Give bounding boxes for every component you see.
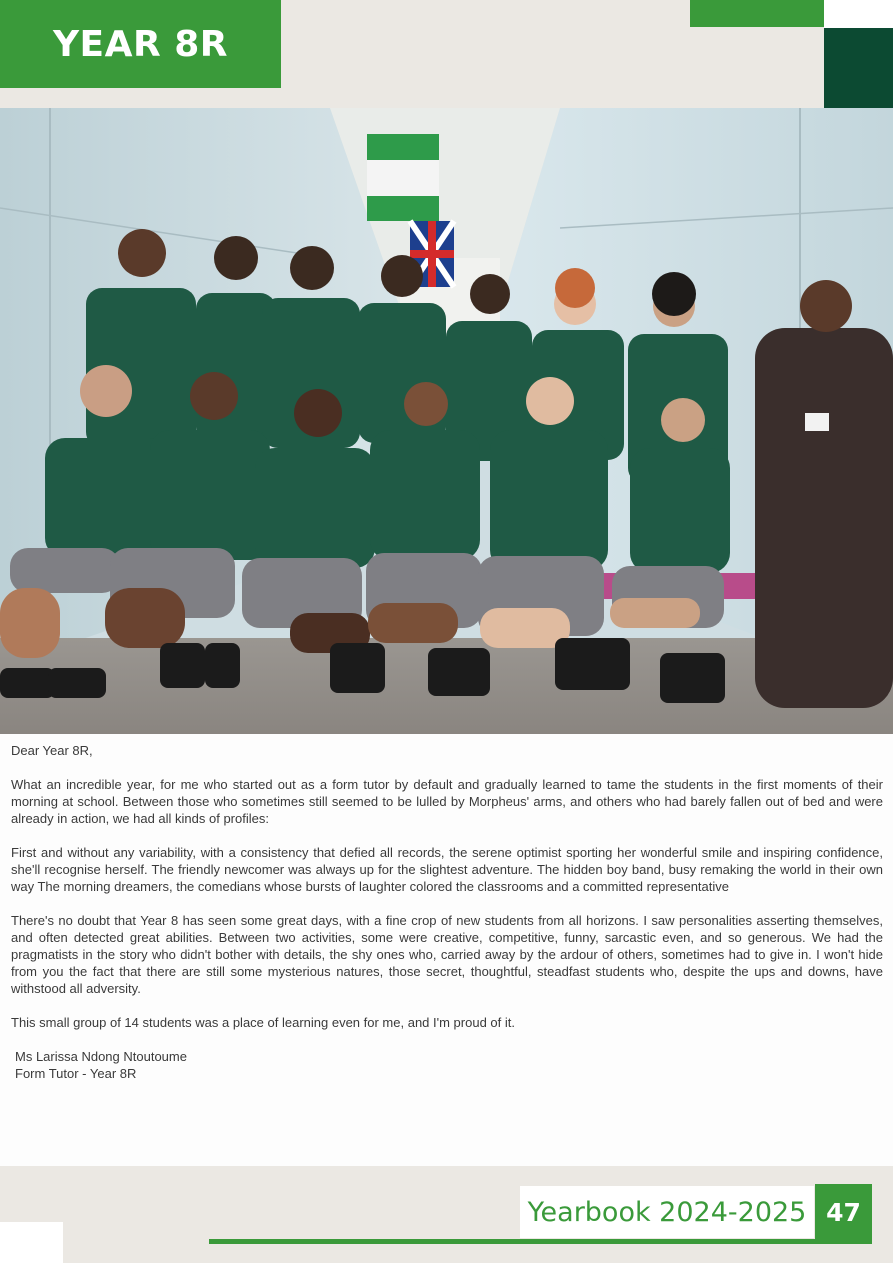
decorative-bar bbox=[690, 0, 824, 27]
letter-body bbox=[11, 742, 883, 1082]
page-title: YEAR 8R bbox=[0, 0, 281, 88]
letter-paragraph: What an incredible year, for me who started out as a form tutor by default and gradually learned to tame the students in the first moments of their morning at school. Between those who sometimes still seemed to be lulled by Morpheus' arms, and others who had barely fallen out of bed and were already in action, we had all kinds of profiles: bbox=[11, 777, 883, 826]
page-number: 47 bbox=[815, 1184, 872, 1240]
decorative-block bbox=[824, 0, 893, 28]
signature-block bbox=[11, 1048, 883, 1082]
class-photo bbox=[0, 108, 893, 734]
footer-decor bbox=[0, 1222, 63, 1263]
signature-role: Form Tutor - Year 8R bbox=[15, 1066, 137, 1081]
yearbook-label: Yearbook 2024-2025 bbox=[520, 1186, 814, 1238]
letter-paragraph: This small group of 14 students was a place of learning even for me, and I'm proud of it. bbox=[11, 1015, 515, 1030]
letter-section bbox=[0, 734, 893, 1166]
footer-rule bbox=[209, 1239, 872, 1244]
letter-paragraph: There's no doubt that Year 8 has seen some great days, with a fine crop of new students from all horizons. I saw personalities asserting themselves, and often detected great abilities. Between two activities, some were creative, competitive, funny, sarcastic even, and so generous. We had the pragmatists in the story who didn't bother with details, the shy ones who, carried away by the ardour of others, sometimes had to give in. I won't hide from you the fact that there are still some mysterious natures, those secret, thoughtful, steadfast students who, despite the ups and downs, have withstood all adversity. bbox=[11, 913, 883, 996]
signature-name: Ms Larissa Ndong Ntoutoume bbox=[15, 1049, 187, 1064]
letter-salutation: Dear Year 8R, bbox=[11, 743, 93, 758]
letter-paragraph: First and without any variability, with a consistency that defied all records, the serene optimist sporting her wonderful smile and inspiring confidence, she'll recognise herself. The friendly newcomer was always up for the slightest adventure. The hidden boy band, busy remaking the world in their own way The morning dreamers, the comedians whose bursts of laughter colored the classrooms and a committed representative bbox=[11, 845, 883, 894]
